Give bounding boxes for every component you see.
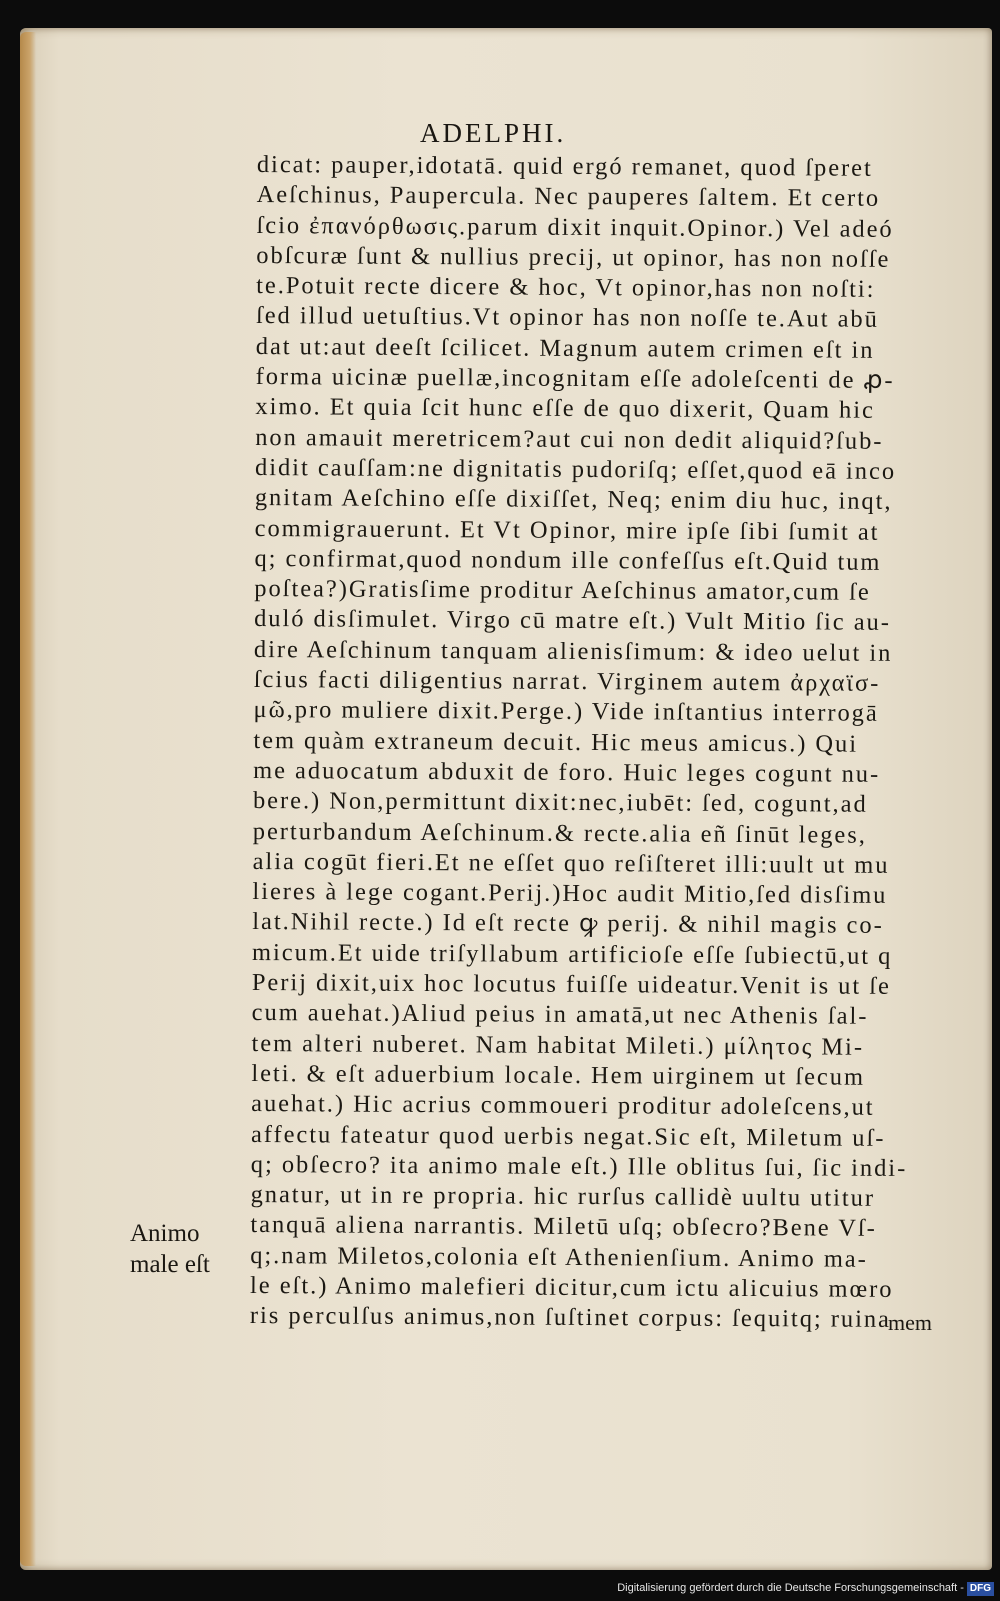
text-line: te.Potuit recte dicere & hoc, Vt opinor,has non noſti: xyxy=(256,272,876,303)
text-line: non amauit meretricem?aut cui non dedit aliquid?ſub- xyxy=(255,423,884,455)
text-line: duló disſimulet. Virgo cū matre eſt.) Vult Mitio ſic au- xyxy=(254,605,892,637)
text-line: dat ut:aut deeſt ſcilicet. Magnum autem crimen eſt in xyxy=(255,332,875,364)
credit-text: Digitalisierung gefördert durch die Deutsche Forschungsgemeinschaft - xyxy=(617,1582,964,1594)
text-line: ſcio ἐπανόρθωσις.parum dixit inquit.Opinor.) Vel adeó xyxy=(256,211,894,243)
text-line: didit cauſſam:ne dignitatis pudoriſq; eſſet,quod eā inco xyxy=(254,453,897,485)
page-binding-edge xyxy=(20,32,36,1566)
text-line: μῶ,pro muliere dixit.Perge.) Vide inſtantius interrogā xyxy=(253,696,879,728)
text-line: gnatur, ut in re propria. hic rurſus callidè uultu utitur xyxy=(250,1181,876,1212)
text-line: leti. & eſt aduerbium locale. Hem uirginem ut ſecum xyxy=(251,1059,866,1091)
marginal-note xyxy=(130,1218,210,1280)
text-line: forma uicinæ puellæ,incognitam eſſe adoleſcenti de ꝓ- xyxy=(255,363,895,394)
text-line: me aduocatum abduxit de foro. Huic leges cogunt nu- xyxy=(253,756,881,788)
text-line: poſtea?)Gratisſime proditur Aeſchinus amator,cum ſe xyxy=(254,575,871,606)
text-line: Perij dixit,uix hoc locutus fuiſſe uideatur.Venit is ut ſe xyxy=(251,969,891,1000)
text-line: q; confirmat,quod nondum ille confeſſus eſt.Quid tum xyxy=(254,544,882,576)
text-line: lieres à lege cogant.Perij.)Hoc audit Mitio,ſed disſimu xyxy=(252,878,888,909)
text-line: Aeſchinus, Paupercula. Nec pauperes ſaltem. Et certo xyxy=(256,181,881,213)
text-line: gnitam Aeſchino eſſe dixiſſet, Neq; enim diu huc, inqt, xyxy=(254,484,893,516)
text-line: ris perculſus animus,non ſuſtinet corpus: ſequitq; ruina xyxy=(249,1302,892,1334)
text-line: ſed illud uetuſtius.Vt opinor has non noſſe te.Aut abū xyxy=(255,302,879,334)
body-text xyxy=(250,150,937,1336)
text-line: perturbandum Aeſchinum.& recte.alia eñ ſinūt leges, xyxy=(252,817,867,849)
text-line: micum.Et uide triſyllabum artificioſe eſſe ſubiectū,ut q xyxy=(252,938,893,970)
text-line: commigrauerunt. Et Vt Opinor, mire ipſe ſibi ſumit at xyxy=(254,514,880,546)
text-line: affectu fateatur quod uerbis negat.Sic eſt, Miletum uſ- xyxy=(250,1120,886,1152)
text-line: cum auehat.)Aliud peius in amatā,ut nec Athenis ſal- xyxy=(251,999,869,1031)
text-line: alia cogūt fieri.Et ne eſſet quo reſiſteret illi:uult ut mu xyxy=(252,847,890,879)
text-line: tem quàm extraneum decuit. Hic meus amicus.) Qui xyxy=(253,726,859,758)
text-line: lat.Nihil recte.) Id eſt recte ꝙ perij. & nihil magis co- xyxy=(252,908,884,940)
text-line: tanquā aliena narrantis. Miletū uſq; obſecro?Bene Vſ- xyxy=(250,1211,877,1243)
dfg-badge: DFG xyxy=(967,1582,994,1596)
marginal-note-line: Animo xyxy=(130,1220,200,1247)
running-title: ADELPHI. xyxy=(420,118,567,148)
text-line: ſcius facti diligentius narrat. Virginem autem ἀρχαϊσ- xyxy=(253,666,881,697)
catchword: mem xyxy=(888,1310,932,1335)
text-line: dicat: pauper,idotatā. quid ergó remanet, quod ſperet xyxy=(256,150,873,182)
text-line: bere.) Non,permittunt dixit:nec,iubēt: ſed, cogunt,ad xyxy=(252,787,868,818)
text-line: obſcuræ ſunt & nullius precij, ut opinor, has non noſſe xyxy=(256,241,891,273)
digitization-credit xyxy=(0,1578,994,1598)
text-line: q;.nam Miletos,colonia eſt Athenienſium. Animo ma- xyxy=(250,1241,868,1273)
text-line: tem alteri nuberet. Nam habitat Mileti.) μίλητος Mi- xyxy=(251,1029,865,1061)
text-line: ximo. Et quia ſcit hunc eſſe de quo dixerit, Quam hic xyxy=(255,393,875,425)
text-line: dire Aeſchinum tanquam alienisſimum: & ideo uelut in xyxy=(253,635,893,667)
text-line: auehat.) Hic acrius commoueri proditur adoleſcens,ut xyxy=(251,1090,875,1121)
marginal-note-line: male eſt xyxy=(130,1251,210,1278)
text-line: q; obſecro? ita animo male eſt.) Ille oblitus ſui, ſic indi- xyxy=(250,1150,908,1182)
text-line: le eſt.) Animo malefieri dicitur,cum ictu alicuius mœro xyxy=(249,1271,894,1303)
